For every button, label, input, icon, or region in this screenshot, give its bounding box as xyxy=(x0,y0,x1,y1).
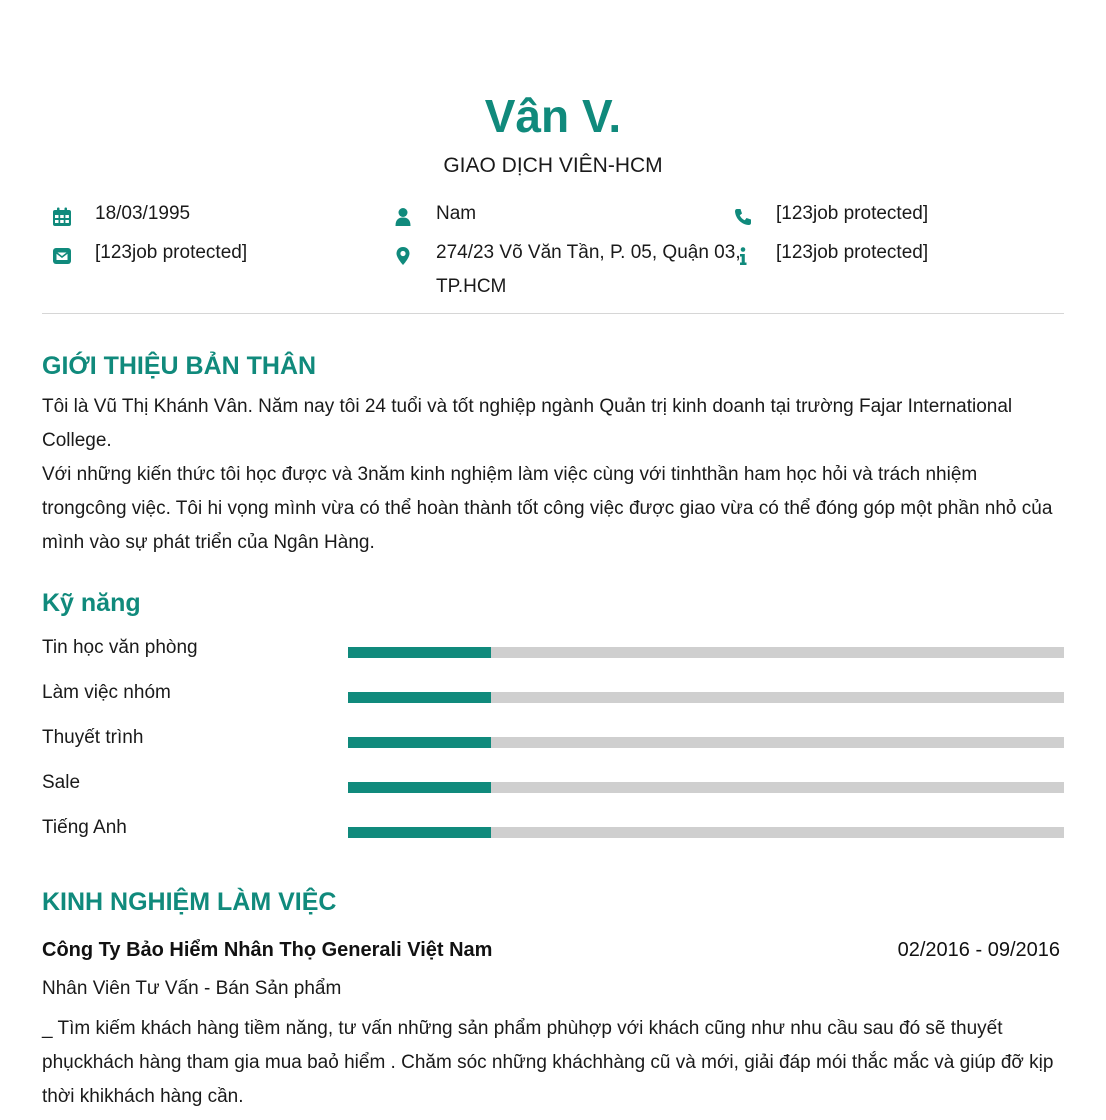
company-name: Công Ty Bảo Hiểm Nhân Thọ Generali Việt Nam xyxy=(42,939,493,961)
gender-value: Nam xyxy=(436,203,477,224)
skill-row xyxy=(42,813,1064,843)
skill-bar-fill xyxy=(348,737,491,748)
about-heading: GIỚI THIỆU BẢN THÂN xyxy=(42,352,317,380)
skill-row xyxy=(42,633,1064,663)
skill-row xyxy=(42,678,1064,708)
skill-label: Thuyết trình xyxy=(42,727,144,748)
skill-row xyxy=(42,768,1064,798)
skill-label: Tin học văn phòng xyxy=(42,637,198,658)
skill-label: Sale xyxy=(42,772,81,793)
candidate-name: Vân V. xyxy=(484,90,622,142)
skill-label: Tiếng Anh xyxy=(42,817,127,838)
job-title: GIAO DỊCH VIÊN-HCM xyxy=(443,154,663,177)
skill-bar xyxy=(348,737,1064,748)
phone-icon xyxy=(733,205,753,225)
skill-bar-fill xyxy=(348,692,491,703)
calendar-icon xyxy=(52,205,72,225)
birthday-value: 18/03/1995 xyxy=(95,203,191,224)
about-paragraph-2: Với những kiến thức tôi học được và 3năm kinh nghiệm làm việc cùng với tinhthần ham học hỏi và trách nhiệm trongcông việc. Tôi hi vọng mình vừa có thể hoàn thành tốt công việc được giao vừa có thể đóng góp một phần nhỏ của mình vào sự phát triển của Ngân Hàng. xyxy=(42,464,1053,553)
skill-bar-fill xyxy=(348,827,491,838)
skill-bar-fill xyxy=(348,782,491,793)
skills-heading: Kỹ năng xyxy=(42,589,141,617)
address-value: 274/23 Võ Văn Tần, P. 05, Quận 03, TP.HCM xyxy=(436,242,741,297)
email-value: [123job protected] xyxy=(95,242,248,263)
about-paragraph-1: Tôi là Vũ Thị Khánh Vân. Năm nay tôi 24 tuổi và tốt nghiệp ngành Quản trị kinh doanh tại trường Fajar International College. xyxy=(42,396,1013,451)
envelope-icon xyxy=(52,244,72,264)
info-value: [123job protected] xyxy=(776,242,929,263)
info-icon xyxy=(733,244,753,264)
user-icon xyxy=(393,205,413,225)
about-text xyxy=(42,390,1064,560)
map-marker-icon xyxy=(393,244,413,264)
header-divider xyxy=(42,313,1064,314)
work-period: 02/2016 - 09/2016 xyxy=(897,939,1060,961)
skill-bar-fill xyxy=(348,647,491,658)
skill-bar xyxy=(348,782,1064,793)
skill-bar xyxy=(348,692,1064,703)
skill-row xyxy=(42,723,1064,753)
skill-label: Làm việc nhóm xyxy=(42,682,171,703)
experience-heading: KINH NGHIỆM LÀM VIỆC xyxy=(42,888,337,916)
phone-value: [123job protected] xyxy=(776,203,929,224)
skill-bar xyxy=(348,647,1064,658)
job-description: _ Tìm kiếm khách hàng tiềm năng, tư vấn những sản phẩm phùhợp với khách cũng như nhu cầu sau đó sẽ thuyết phụckhách hàng tham gia mua baỏ hiểm . Chăm sóc những kháchhàng cũ và mới, giải đáp mói thắc mắc và giúp đỡ kịp thời khikhách hàng cần. xyxy=(42,1018,1054,1107)
position-title: Nhân Viên Tư Vấn - Bán Sản phẩm xyxy=(42,978,342,999)
skill-bar xyxy=(348,827,1064,838)
